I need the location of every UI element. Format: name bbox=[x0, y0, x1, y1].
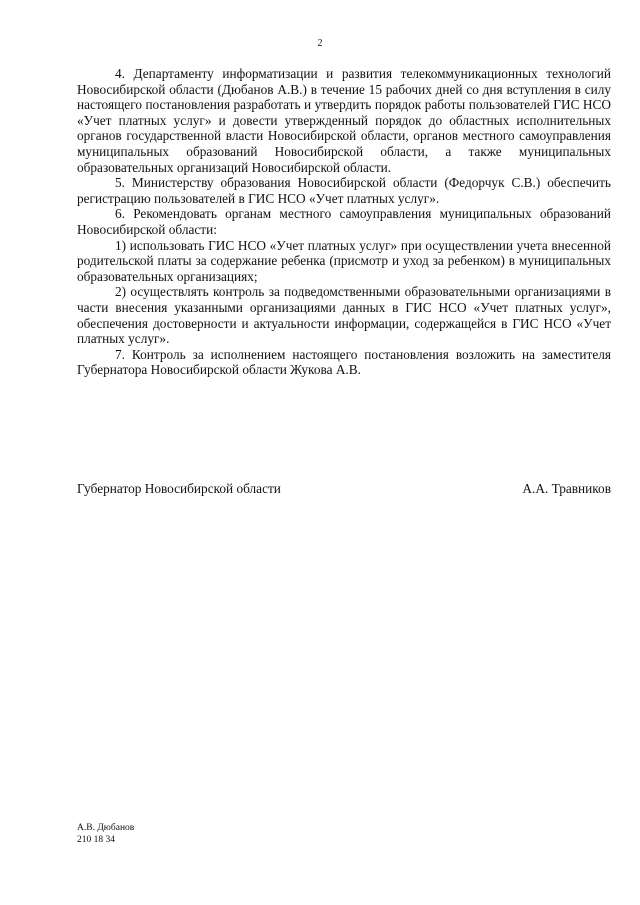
paragraph-5: 5. Министерству образования Новосибирской области (Федорчук С.В.) обеспечить регистрацию пользователей в ГИС НСО «Учет платных услуг». bbox=[77, 175, 611, 206]
signature-block bbox=[77, 481, 611, 497]
signatory-name: А.А. Травников bbox=[522, 481, 611, 496]
paragraph-6-item-1: 1) использовать ГИС НСО «Учет платных услуг» при осуществлении учета внесенной родительской платы за содержание ребенка (присмотр и уход за ребенком) в муниципальных образовательных организациях; bbox=[77, 237, 611, 284]
paragraph-4: 4. Департаменту информатизации и развития телекоммуникационных технологий Новосибирской области (Дюбанов А.В.) в течение 15 рабочих дней со дня вступления в силу настоящего постановления разработать и утвердить порядок работы пользователей ГИС НСО «Учет платных услуг» и довести утвержденный порядок до областных исполнительных органов государственной власти Новосибирской области, органов местного самоуправления муниципальных образований Новосибирской области, а также муниципальных образовательных организаций Новосибирской области. bbox=[77, 66, 611, 175]
paragraph-6: 6. Рекомендовать органам местного самоуправления муниципальных образований Новосибирской области: bbox=[77, 206, 611, 237]
executor-phone: 210 18 34 bbox=[77, 834, 115, 845]
executor-info bbox=[77, 823, 134, 846]
document-body bbox=[77, 66, 611, 378]
page-number: 2 bbox=[317, 38, 323, 49]
paragraph-7: 7. Контроль за исполнением настоящего постановления возложить на заместителя Губернатора Новосибирской области Жукова А.В. bbox=[77, 346, 611, 378]
paragraph-6-item-2: 2) осуществлять контроль за подведомственными образовательными организациями в части внесения указанными организациями данных в ГИС НСО «Учет платных услуг», обеспечения достоверности и актуальности информации, содержащейся в ГИС НСО «Учет платных услуг». bbox=[77, 284, 611, 347]
executor-name: А.В. Дюбанов bbox=[77, 823, 135, 833]
signatory-position: Губернатор Новосибирской области bbox=[77, 481, 281, 496]
